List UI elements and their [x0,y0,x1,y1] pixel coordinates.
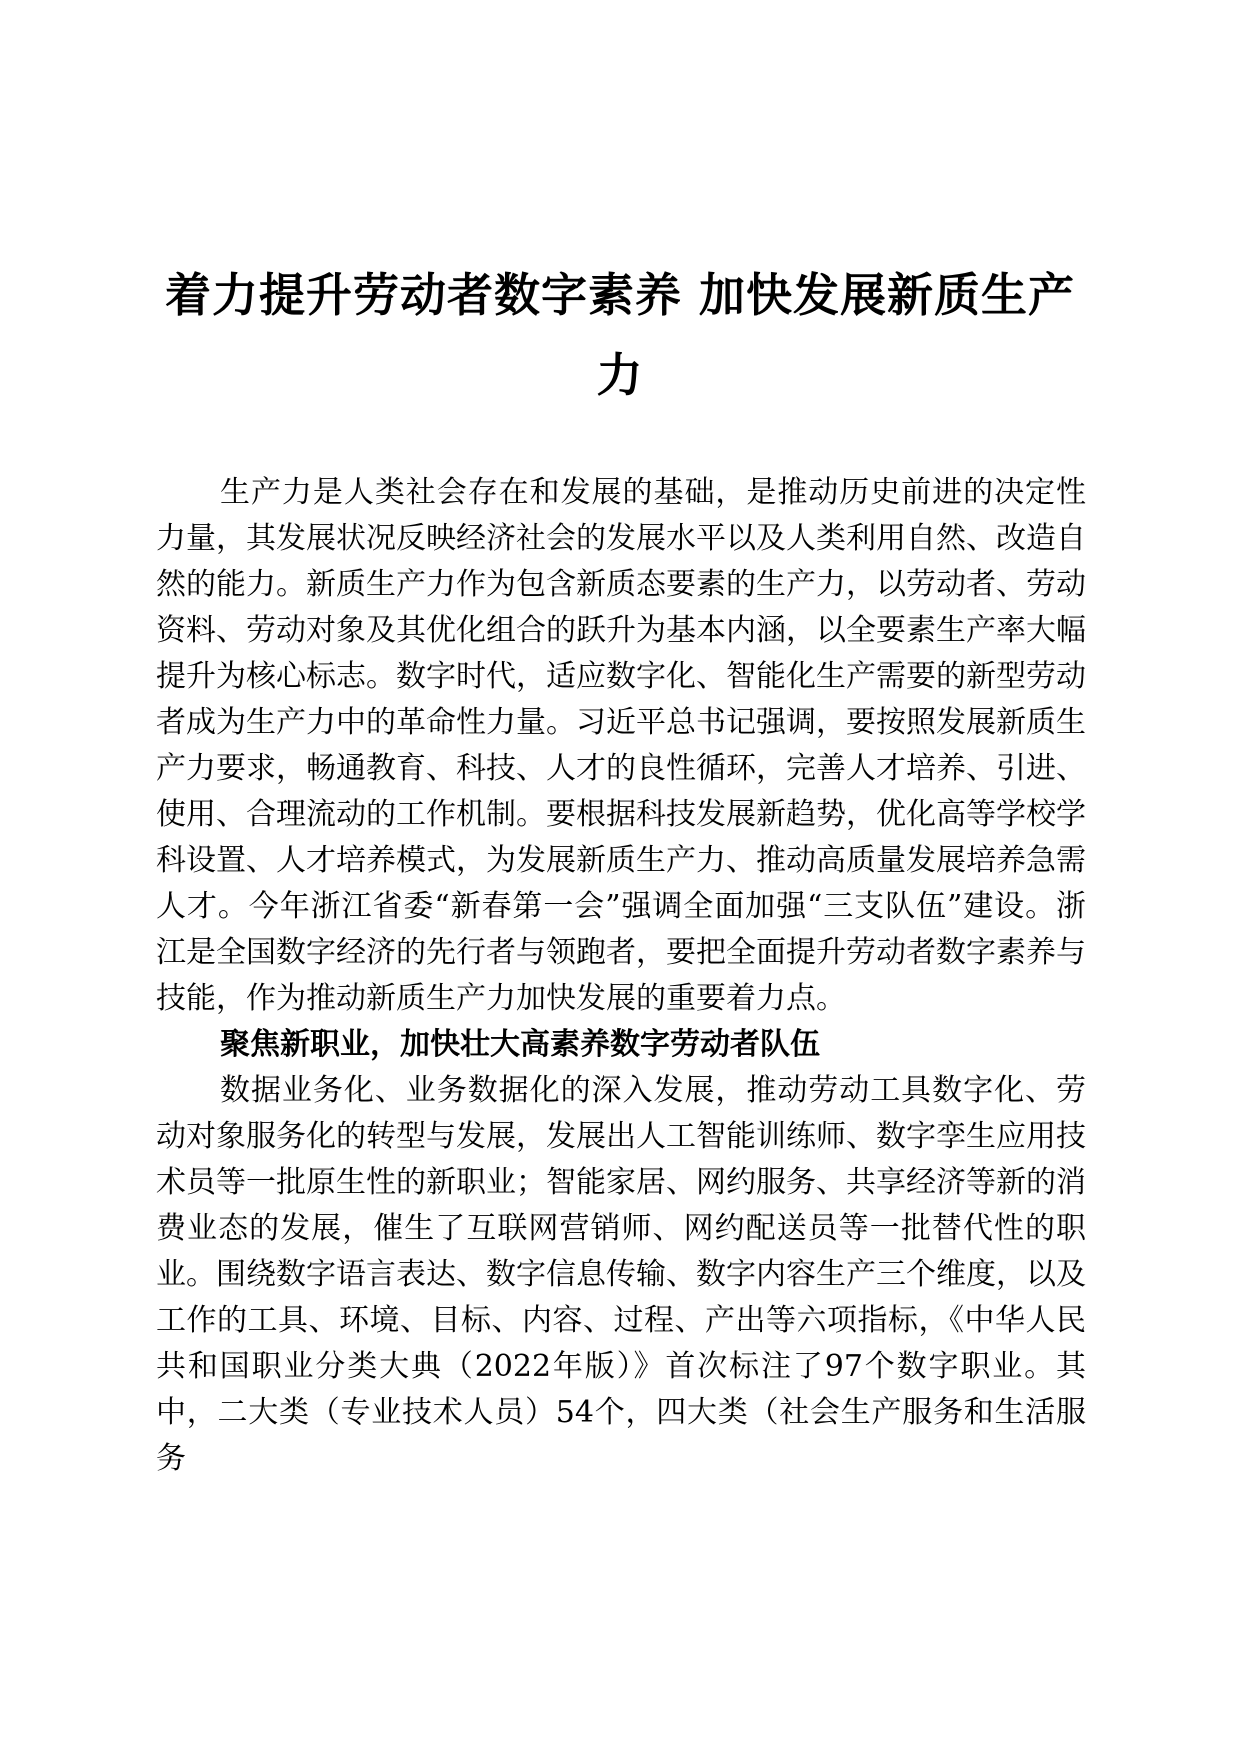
section-heading: 聚焦新职业，加快壮大高素养数字劳动者队伍 [220,1027,820,1062]
document-body [156,470,1086,1482]
intro-paragraph: 生产力是人类社会存在和发展的基础，是推动历史前进的决定性力量，其发展状况反映经济社会的发展水平以及人类利用自然、改造自然的能力。新质生产力作为包含新质态要素的生产力，以劳动者、劳动资料、劳动对象及其优化组合的跃升为基本内涵，以全要素生产率大幅提升为核心标志。数字时代，适应数字化、智能化生产需要的新型劳动者成为生产力中的革命性力量。习近平总书记强调，要按照发展新质生产力要求，畅通教育、科技、人才的良性循环，完善人才培养、引进、使用、合理流动的工作机制。要根据科技发展新趋势，优化高等学校学科设置、人才培养模式，为发展新质生产力、推动高质量发展培养急需人才。今年浙江省委“新春第一会”强调全面加强“三支队伍”建设。浙江是全国数字经济的先行者与领跑者，要把全面提升劳动者数字素养与技能，作为推动新质生产力加快发展的重要着力点。 [156,475,1086,1016]
document-title: 着力提升劳动者数字素养 加快发展新质生产力 [164,268,1075,402]
section-paragraph: 数据业务化、业务数据化的深入发展，推动劳动工具数字化、劳动对象服务化的转型与发展，发展出人工智能训练师、数字孪生应用技术员等一批原生性的新职业；智能家居、网约服务、共享经济等新的消费业态的发展，催生了互联网营销师、网约配送员等一批替代性的职业。围绕数字语言表达、数字信息传输、数字内容生产三个维度，以及工作的工具、环境、目标、内容、过程、产出等六项指标，《中华人民共和国职业分类大典（2022年版）》首次标注了97个数字职业。其中，二大类（专业技术人员）54个，四大类（社会生产服务和生活服务 [156,1073,1086,1476]
